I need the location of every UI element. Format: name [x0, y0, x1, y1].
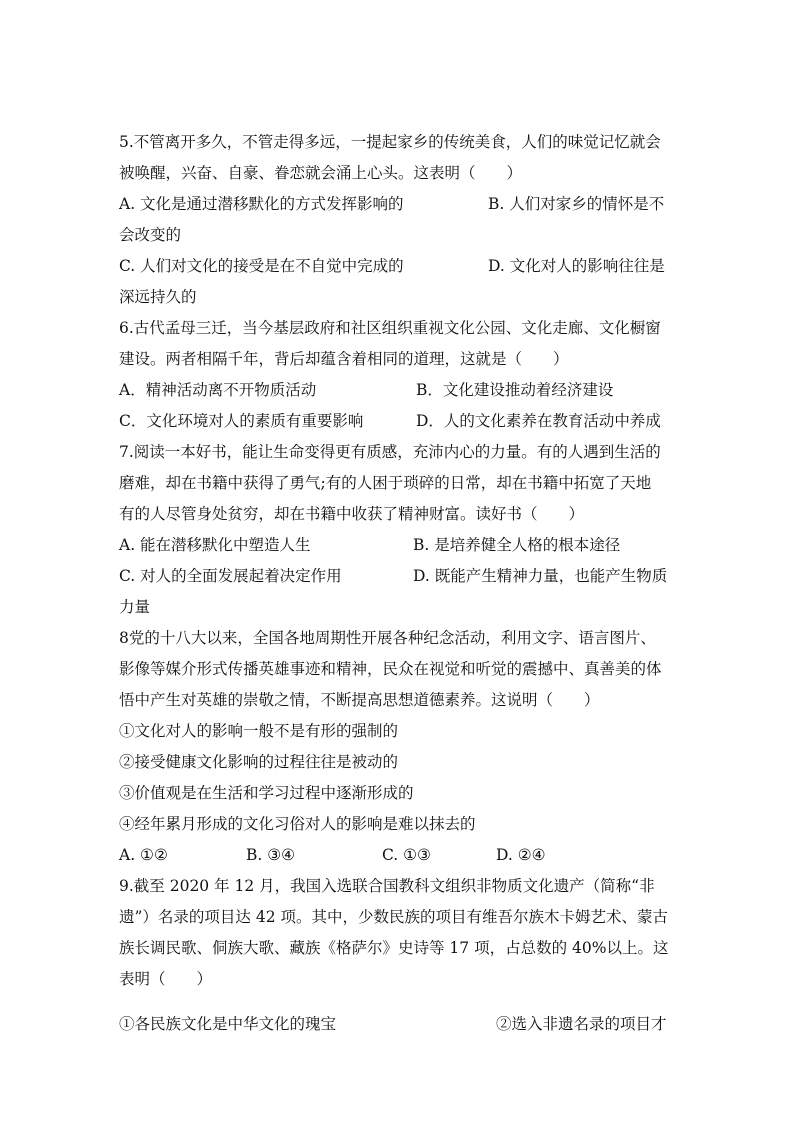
q5-stem-line1: 5.不管离开多久，不管走得多远，一提起家乡的传统美食，人们的味觉记忆就会: [119, 133, 661, 151]
q8-option-d: D. ②④: [496, 846, 546, 864]
q6-stem-line2: 建设。两者相隔千年，背后却蕴含着相同的道理，这就是（ ）: [119, 350, 569, 368]
q7-stem-line3: 有的人尽管身处贫穷，却在书籍中收获了精神财富。读好书（ ）: [119, 505, 585, 523]
q8-item-1: ①文化对人的影响一般不是有形的强制的: [119, 722, 399, 740]
q8-stem-line3: 悟中产生对英雄的崇敬之情，不断提高思想道德素养。这说明（ ）: [119, 691, 600, 709]
q5-stem-line2: 被唤醒，兴奋、自豪、眷恋就会涌上心头。这表明（ ）: [119, 164, 523, 182]
q6-option-c: C．文化环境对人的素质有重要影响: [119, 412, 364, 430]
q5-option-a: A. 文化是通过潜移默化的方式发挥影响的: [119, 195, 404, 213]
q8-item-2: ②接受健康文化影响的过程往往是被动的: [119, 753, 399, 771]
q5-option-d: D. 文化对人的影响往往是: [488, 257, 665, 275]
q5-option-d-cont: 深远持久的: [119, 288, 197, 306]
q8-stem-line2: 影像等媒介形式传播英雄事迹和精神，民众在视觉和听觉的震撼中、真善美的体: [119, 660, 662, 678]
q5-option-b: B. 人们对家乡的情怀是不: [488, 195, 665, 213]
q7-stem-line1: 7.阅读一本好书，能让生命变得更有质感，充沛内心的力量。有的人遇到生活的: [119, 443, 661, 461]
q7-option-d: D. 既能产生精神力量，也能产生物质: [413, 567, 668, 585]
q7-option-d-cont: 力量: [119, 598, 151, 616]
q7-option-a: A. 能在潜移默化中塑造人生: [119, 536, 311, 554]
q9-stem-line1: 9.截至 2020 年 12 月，我国入选联合国教科文组织非物质文化遗产（简称“非: [119, 877, 655, 895]
q9-stem-line4: 表明（ ）: [119, 970, 213, 988]
q7-option-b: B. 是培养健全人格的根本途径: [413, 536, 621, 554]
q9-stem-line2: 遗”）名录的项目达 42 项。其中，少数民族的项目有维吾尔族木卡姆艺术、蒙古: [119, 908, 669, 926]
q8-item-3: ③价值观是在生活和学习过程中逐渐形成的: [119, 784, 414, 802]
q9-item-1: ①各民族文化是中华文化的瑰宝: [119, 1015, 337, 1033]
q5-option-c: C. 人们对文化的接受是在不自觉中完成的: [119, 257, 404, 275]
q6-stem-line1: 6.古代孟母三迁，当今基层政府和社区组织重视文化公园、文化走廊、文化橱窗: [119, 319, 661, 337]
q8-option-b: B. ③④: [246, 846, 296, 864]
q8-stem-line1: 8党的十八大以来，全国各地周期性开展各种纪念活动，利用文字、语言图片、: [119, 629, 656, 647]
q8-item-4: ④经年累月形成的文化习俗对人的影响是难以抹去的: [119, 815, 476, 833]
q8-option-a: A. ①②: [119, 846, 168, 864]
q6-option-b: B．文化建设推动着经济建设: [416, 381, 614, 399]
q6-option-d: D．人的文化素养在教育活动中养成: [416, 412, 661, 430]
q6-option-a: A．精神活动离不开物质活动: [119, 381, 317, 399]
q5-option-b-cont: 会改变的: [119, 226, 182, 244]
q8-option-c: C. ①③: [382, 846, 431, 864]
q7-stem-line2: 磨难，却在书籍中获得了勇气;有的人困于琐碎的日常，却在书籍中拓宽了天地: [119, 474, 652, 492]
q7-option-c: C. 对人的全面发展起着决定作用: [119, 567, 342, 585]
q9-stem-line3: 族长调民歌、侗族大歌、藏族《格萨尔》史诗等 17 项，占总数的 40%以上。这: [119, 939, 669, 957]
q9-item-2: ②选入非遗名录的项目才: [496, 1015, 667, 1033]
